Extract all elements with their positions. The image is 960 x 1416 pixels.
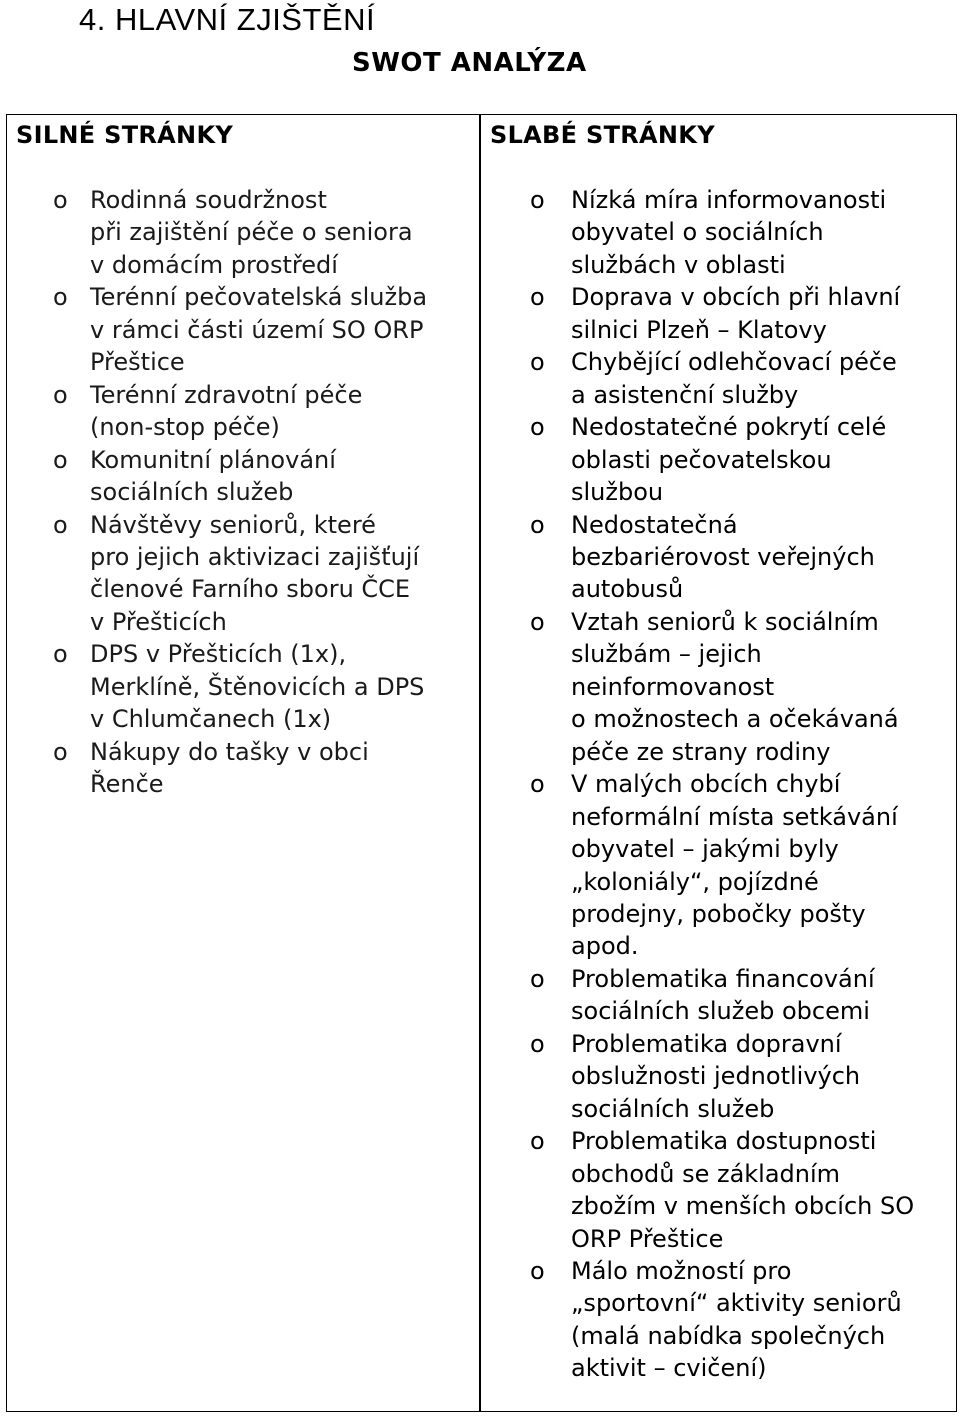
document-title: SWOT ANALÝZA bbox=[352, 48, 587, 78]
list-item-text: Terénní zdravotní péče (non-stop péče) bbox=[90, 380, 363, 442]
bullet-icon: o bbox=[530, 964, 545, 993]
bullet-icon: o bbox=[53, 186, 68, 214]
list-item bbox=[490, 768, 955, 963]
bullet-icon: o bbox=[530, 1127, 545, 1156]
column-divider bbox=[479, 115, 481, 1411]
list-item-text: V malých obcích chybí neformální místa setkávání obyvatel – jakými byly „koloniály“, pojízdné prodejny, pobočky pošty apod. bbox=[571, 770, 898, 961]
list-item-text: Málo možností pro „sportovní“ aktivity seniorů (malá nabídka společných aktivit – cvičení) bbox=[571, 1256, 902, 1383]
list-item bbox=[490, 963, 955, 1028]
list-item bbox=[490, 1028, 955, 1125]
weaknesses-column bbox=[490, 115, 955, 1383]
list-item-text: DPS v Přešticích (1x), Merklíně, Štěnovicích a DPS v Chlumčanech (1x) bbox=[90, 640, 425, 734]
list-item bbox=[490, 1255, 955, 1385]
list-item bbox=[16, 638, 471, 735]
bullet-icon: o bbox=[53, 283, 68, 312]
list-item-text: Problematika dostupnosti obchodů se základním zbožím v menších obcích SO ORP Přeštice bbox=[571, 1127, 915, 1253]
list-item bbox=[16, 736, 471, 801]
list-item-text: Terénní pečovatelská služba v rámci části území SO ORP Přeštice bbox=[90, 283, 428, 377]
list-item bbox=[16, 184, 471, 281]
bullet-icon: o bbox=[530, 413, 545, 442]
list-item-text: Vztah seniorů k sociálním službám – jejich neinformovanost o možnostech a očekávaná péče ze strany rodiny bbox=[571, 607, 899, 766]
bullet-icon: o bbox=[53, 640, 68, 669]
list-item-text: Doprava v obcích při hlavní silnici Plzeň – Klatovy bbox=[571, 283, 901, 344]
strengths-list bbox=[16, 184, 471, 801]
bullet-icon: o bbox=[530, 510, 545, 539]
list-item-text: Rodinná soudržnost při zajištění péče o seniora v domácím prostředí bbox=[90, 186, 413, 279]
bullet-icon: o bbox=[530, 770, 545, 799]
list-item bbox=[490, 346, 955, 411]
list-item bbox=[490, 1125, 955, 1255]
weaknesses-heading: SLABÉ STRÁNKY bbox=[490, 121, 715, 149]
bullet-icon: o bbox=[53, 445, 68, 474]
list-item bbox=[490, 281, 955, 346]
strengths-column bbox=[16, 115, 471, 799]
list-item-text: Nízká míra informovanosti obyvatel o sociálních službách v oblasti bbox=[571, 186, 887, 279]
bullet-icon: o bbox=[530, 348, 545, 377]
list-item-text: Návštěvy seniorů, které pro jejich aktivizaci zajišťují členové Farního sboru ČCE v Přešticích bbox=[90, 510, 420, 636]
list-item-text: Problematika dopravní obslužnosti jednotlivých sociálních služeb bbox=[571, 1029, 861, 1123]
list-item-text: Nedostatečná bezbariérovost veřejných autobusů bbox=[571, 510, 875, 604]
bullet-icon: o bbox=[530, 283, 545, 312]
bullet-icon: o bbox=[530, 1029, 545, 1058]
list-item-text: Problematika financování sociálních služeb obcemi bbox=[571, 964, 875, 1026]
list-item-text: Nákupy do tašky v obci Řenče bbox=[90, 737, 369, 799]
bullet-icon: o bbox=[530, 186, 545, 214]
list-item-text: Nedostatečné pokrytí celé oblasti pečovatelskou službou bbox=[571, 413, 887, 507]
section-heading: 4. HLAVNÍ ZJIŠTĚNÍ bbox=[79, 2, 376, 37]
list-item-text: Komunitní plánování sociálních služeb bbox=[90, 445, 336, 507]
list-item bbox=[16, 509, 471, 639]
list-item-text: Chybějící odlehčovací péče a asistenční služby bbox=[571, 348, 897, 409]
bullet-icon: o bbox=[53, 510, 68, 539]
list-item bbox=[490, 184, 955, 281]
list-item bbox=[16, 444, 471, 509]
list-item bbox=[16, 281, 471, 378]
list-item bbox=[490, 606, 955, 768]
bullet-icon: o bbox=[530, 1256, 545, 1285]
list-item bbox=[16, 379, 471, 444]
bullet-icon: o bbox=[53, 737, 68, 766]
swot-table bbox=[6, 114, 957, 1412]
bullet-icon: o bbox=[53, 380, 68, 409]
weaknesses-list bbox=[490, 184, 955, 1385]
list-item bbox=[490, 509, 955, 606]
list-item bbox=[490, 411, 955, 508]
strengths-heading: SILNÉ STRÁNKY bbox=[16, 121, 234, 149]
bullet-icon: o bbox=[530, 607, 545, 636]
